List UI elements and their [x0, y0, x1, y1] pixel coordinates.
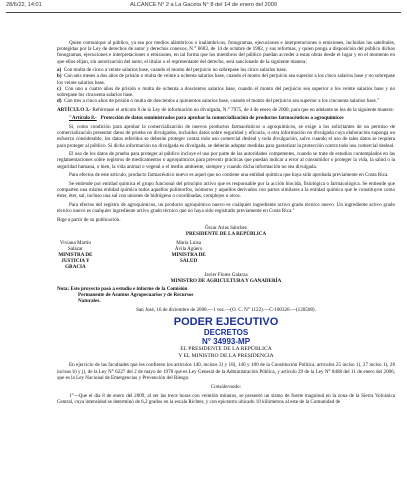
- rige-line: Rige a partir de su publicación.: [57, 216, 121, 223]
- list-item: c) Con uno a cuatro años de prisión o multa de ochenta a doscientos salarios base, cuando el monto del perjuicio sea superior a los veinte salarios base y no sobrepase los cincuenta salarios base.: [57, 85, 395, 99]
- considerando-heading: Considerando:: [210, 384, 242, 391]
- agriculture-signature: [57, 272, 395, 284]
- intro-paragraph: Quien comunique al público, ya sea por medios alámbricos o inalámbricos, fonogramas, ejecuciones e interpretaciones o emisiones, incluidas las satelitales, protegidas por la Ley de derechos de autor y derechos conexos, N.° 6683, de 14 de octubre de 1982, y sus reformas, y quien ponga a disposición del público dichos fonogramas, ejecuciones e interpretaciones o emisiones, en tal forma que los miembros del público puedan acceder a estas obras desde el lugar y en el momento en que ellos elijan, sin autorización del autor, el titular o el representante del derecho, será sancionado de la siguiente manera:: [57, 40, 395, 65]
- article-3-label: ARTÍCULO 3.-: [57, 106, 92, 113]
- article-8-heading: [57, 115, 395, 121]
- article-8-p5: Para efectos del registro de agroquímicos, un producto agroquímico nuevo es cualquier ingrediente activo grado técnico nuevo. Un ingrediente activo grado técnico nuevo es cualquier ingrediente activo grado técnico que no haya sido registrado previamente en Costa Rica.": [57, 201, 395, 214]
- dateline: San José, 16 de diciembre de 2008.—1 vez.—(O. C. N° 1122).—C-100320.—(120508).: [136, 306, 316, 313]
- document-body: [57, 40, 395, 408]
- issuer-line-2: Y EL MINISTRO DE LA PRESIDENCIA: [178, 352, 274, 359]
- president-title: PRESIDENTE DE LA REPÚBLICA: [185, 231, 267, 238]
- article-8-label: "Artículo 8.-: [69, 115, 97, 122]
- agriculture-name: Javier Flores Galarza: [204, 271, 248, 278]
- health-title: MINISTRA DE SALUD: [171, 252, 206, 265]
- agriculture-title: MINISTRO DE AGRICULTURA Y GANADERÍA: [170, 277, 282, 284]
- poder-ejecutivo-heading: PODER EJECUTIVO: [173, 315, 279, 328]
- justice-name: Viviana Martín Salazar: [59, 239, 91, 252]
- president-signature: [57, 225, 395, 237]
- article-8-title: Protección de datos suministrados para aprobar la comercialización de productos farmacéuticos o agroquímicos: [100, 115, 344, 122]
- sanction-list: [57, 67, 395, 104]
- minister-signatures: [57, 240, 395, 271]
- justice-signature: [57, 240, 169, 271]
- ejercicio-paragraph: En ejercicio de las facultades que les confieren los artículos 140, incisos 3) y 18), 146 y 180 de la Constitución Política, artículos 25 inciso 1), 27 inciso 1), 28 incisos b) y j), de la Ley N° 6227 del 2 de mayo de 1978 que es Ley General de la Administración Pública, y artículo 29 de la Ley N° 8488 del 11 de enero del 2006, que es la Ley Nacional de Emergencias y Prevención del Riesgo.: [57, 362, 395, 381]
- decretos-heading: DECRETOS: [203, 327, 249, 337]
- print-timestamp: 28/6/22, 14:01: [6, 2, 42, 8]
- article-8-p2: El uso de los datos de prueba para proteger al público incluye el uso por parte de las autoridades competentes, cuando se trate de estudios contemplados en las reglamentaciones sobre registros de medicamentos o agroquímicos para prevenir prácticas que puedan indicar a error al consumidor o proteger la vida, la salud o la seguridad humana, o bien, la vida animal o vegetal o el medio ambiente, siempre y cuando dicha información no sea divulgada.: [57, 151, 395, 170]
- issuer-line-1: EL PRESIDENTE DE LA REPÚBLICA: [180, 345, 272, 352]
- article-3: ARTÍCULO 3.- Refórmase el artículo 8 de la Ley de información no divulgada, N.° 7975, de 4 de enero de 2000, para que en adelante se lea de la siguiente manera:: [57, 106, 394, 113]
- president-name: Óscar Arias Sánchez: [204, 225, 248, 232]
- list-item: b) Con seis meses a dos años de prisión o multa de veinte a ochenta salarios base, cuando el monto del perjuicio sea superior a los cinco salarios base y no sobrepase los veinte salarios base.: [57, 73, 396, 86]
- considerando-1: 1°—Que el día 8 de enero del 2009, al ser las trece horas con veintiún minutos, se presentó un sismo de fuerte magnitud en la zona de la Sierra Volcánica Central, cuya intensidad se determinó de 6,2 grados en la escala Richter, y con epicentro ubicado 10 kilómetros al este de la Comunidad de: [57, 393, 395, 406]
- list-item: d) Con tres a cinco años de prisión o multa de doscientos a quinientos salarios base, cuando el monto del perjuicio sea superior a los cincuenta salarios base.": [57, 98, 380, 105]
- health-name: María Luisa Ávila Agüero: [174, 239, 203, 252]
- header-rule: [6, 12, 401, 13]
- gazette-title: ALCANCE N° 2 a La Gaceta N° 8 del 14 de enero del 2009: [130, 2, 277, 8]
- justice-title: MINISTRA DE JUSTICIA Y GRACIA: [58, 252, 93, 271]
- list-item: a) Con multa de cinco a veinte salarios base, cuando el monto del perjuicio no sobrepase los cinco salarios base.: [57, 67, 288, 74]
- article-8-p3: Para efectos de este artículo, producto farmacéutico nuevo es aquel que no contiene una entidad química que haya sido aprobada previamente en Costa Rica.: [69, 172, 389, 179]
- decree-number: N° 34993-MP: [201, 336, 251, 346]
- health-signature: [170, 240, 282, 271]
- nota-block: Nota: Este proyecto pasó a estudio e informe de la Comisión Permanente de Asuntos Agropecuarios y de Recursos Naturales.: [57, 286, 194, 305]
- article-8-p4: Se entiende por entidad química el grupo funcional del principio activo que es responsable por la acción biocida, fisiológica o farmacológica. Se entiende que comparten una misma entidad química todos aquellos polimorfos, isómeros y aquellos derivados con partes similares a la entidad química que le constituyen como éster, éter, sal, incluso una sal con uniones de hidrógeno o coordinadas, complejos u otros.: [57, 180, 395, 200]
- article-8-p1: Si, como condición para aprobar la comercialización de nuevos productos farmacéuticos o agroquímicos, se exige a los solicitantes de un permiso de comercialización presentar datos de prueba no divulgados, incluidos datos sobre seguridad y eficacia, u otra información no divulgada cuya elaboración suponga un esfuerzo considerable, los datos referidos se deberán proteger contra todo uso comercial desleal y toda divulgación, salvo cuando el uso de tales datos se requiera para proteger al público. Si dicha información no divulgada es divulgada, se deberán adoptar medidas para garantizar la protección contra todo uso comercial desleal.: [57, 124, 395, 149]
- gaceta-header: [6, 2, 401, 12]
